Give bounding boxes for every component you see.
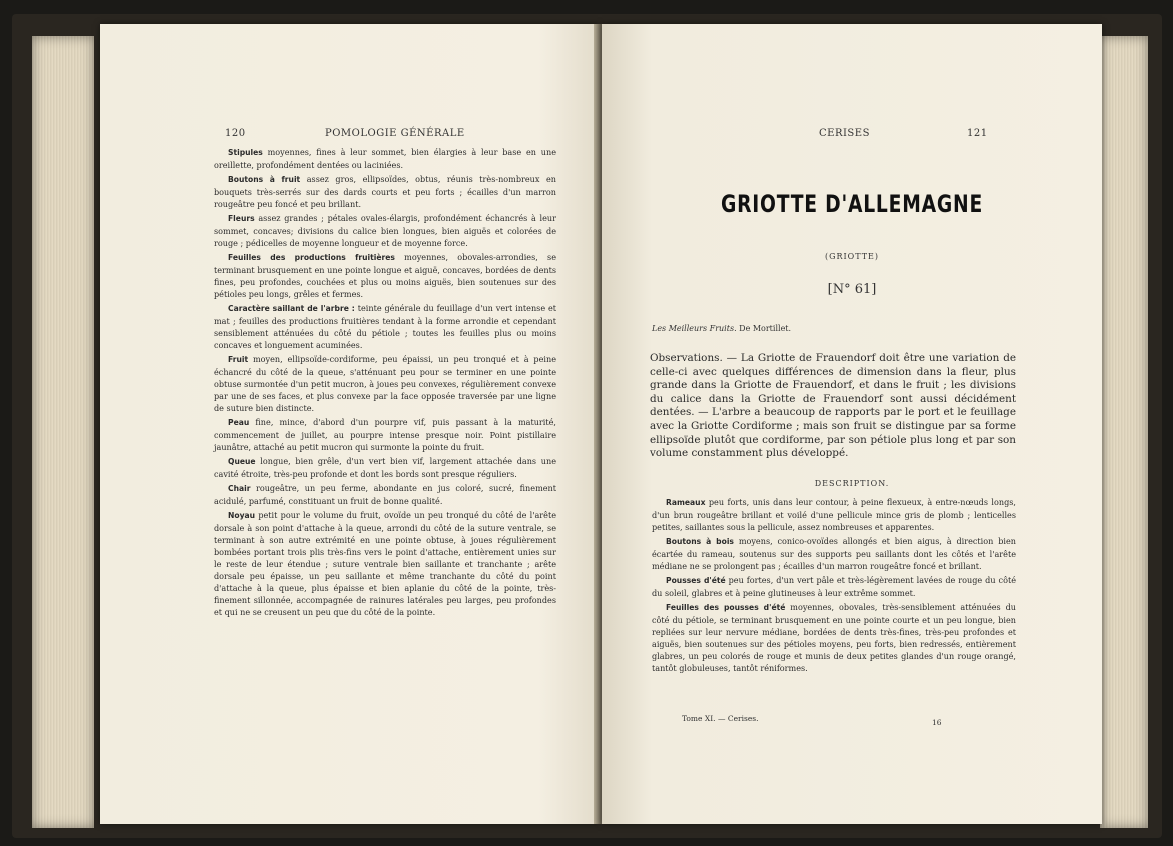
paragraph — [214, 353, 556, 414]
paragraph — [214, 173, 556, 210]
page-edges-left — [32, 36, 94, 828]
left-page-header: POMOLOGIE GÉNÉRALE — [325, 128, 465, 139]
paragraph-text: peu forts, unis dans leur contour, à peine flexueux, à entre-nœuds longs, d'un brun rougeâtre brillant et voilé d'une pellicule mince gris de plomb ; lenticelles petites, saillantes sous la pellicule, assez nombreuses et apparentes. — [652, 497, 1016, 532]
paragraph-text: fine, mince, d'abord d'un pourpre vif, puis passant à la maturité, commencement de juillet, au pourpre intense presque noir. Point pistillaire jaunâtre, attaché au petit mucron qui surmonte la pointe du fruit. — [214, 417, 556, 452]
source-title: Les Meilleurs Fruits. — [652, 324, 737, 333]
right-page-description — [652, 496, 1016, 676]
paragraph-term: Fleurs — [228, 214, 255, 223]
paragraph-term: Feuilles des pousses d'été — [666, 603, 786, 612]
paragraph-term: Chair — [228, 484, 251, 493]
paragraph-term: Rameaux — [666, 498, 706, 507]
paragraph-text: rougeâtre, un peu ferme, abondante en jus coloré, sucré, finement acidulé, parfumé, constituant un fruit de bonne qualité. — [214, 483, 556, 506]
paragraph-text: moyens, conico-ovoïdes allongés et bien aigus, à direction bien écartée du rameau, soutenus sur des supports peu saillants dont les côtés et l'arête médiane ne se prolongent pas ; écailles d'un marron rougeâtre foncé et brillant. — [652, 536, 1016, 571]
source-reference — [652, 324, 791, 333]
footer-volume: Tome XI. — Cerises. — [682, 714, 759, 723]
paragraph-text: moyennes, fines à leur sommet, bien élargies à leur base en une oreillette, profondément dentées ou laciniées. — [214, 147, 556, 170]
paragraph — [214, 509, 556, 618]
paragraph — [214, 302, 556, 351]
page-edges-right — [1100, 36, 1148, 828]
plate-number: [N° 61] — [827, 282, 877, 297]
paragraph-term: Stipules — [228, 148, 263, 157]
paragraph — [652, 574, 1016, 599]
paragraph — [214, 455, 556, 480]
paragraph-text: assez gros, ellipsoïdes, obtus, réunis très-nombreux en bouquets très-serrés sur des dards courts et peu forts ; écailles d'un marron rougeâtre peu foncé et peu brillant. — [214, 174, 556, 209]
paragraph-text: moyen, ellipsoïde-cordiforme, peu épaissi, un peu tronqué et à peine échancré du côté de la queue, s'atténuant peu pour se terminer en une pointe obtuse surmontée d'un petit mucron, à joues peu convexes, régulièrement convexe par une de ses faces, et plus convexe par la face opposée traversée par une ligne de suture bien distincte. — [214, 354, 556, 413]
paragraph — [214, 212, 556, 249]
paragraph-text: teinte générale du feuillage d'un vert intense et mat ; feuilles des productions fruitières tendant à la forme arrondie et cependant sensiblement atténuées du côté du pétiole ; toutes les feuilles plus ou moins concaves et longuement acuminées. — [214, 303, 557, 350]
description-heading: DESCRIPTION. — [814, 479, 890, 488]
right-page-header: CERISES — [819, 128, 870, 139]
paragraph — [652, 535, 1016, 572]
paragraph-text: longue, bien grêle, d'un vert bien vif, largement attachée dans une cavité étroite, très-peu profonde et dont les bords sont presque réguliers. — [214, 456, 556, 479]
paragraph-term: Pousses d'été — [666, 576, 726, 585]
paragraph — [214, 482, 556, 507]
paragraph — [214, 146, 556, 171]
subtitle: (GRIOTTE) — [824, 252, 880, 261]
paragraph-term: Boutons à fruit — [228, 175, 301, 184]
paragraph-term: Feuilles des productions fruitières — [228, 253, 395, 262]
paragraph-term: Noyau — [228, 511, 256, 520]
paragraph-text: assez grandes ; pétales ovales-élargis, profondément échancrés à leur sommet, concaves; divisions du calice bien longues, bien aiguës et colorées de rouge ; pédicelles de moyenne longueur et de moyenne force. — [214, 213, 556, 248]
left-page-body — [214, 146, 556, 620]
book-spread — [12, 14, 1162, 838]
paragraph-term: Queue — [228, 457, 256, 466]
paragraph-term: Fruit — [228, 355, 249, 364]
paragraph-term: Peau — [228, 418, 250, 427]
paragraph-text: peu fortes, d'un vert pâle et très-légèrement lavées de rouge du côté du soleil, glabres et à peine glutineuses à leur extrême sommet. — [652, 575, 1016, 598]
paragraph — [652, 601, 1016, 674]
paragraph-term: Caractère saillant de l'arbre : — [228, 304, 355, 313]
footer-signature: 16 — [932, 718, 942, 727]
left-page-number: 120 — [225, 128, 246, 139]
source-author: De Mortillet. — [739, 324, 792, 333]
observations-paragraph: Observations. — La Griotte de Frauendorf doit être une variation de celle-ci avec quelques différences de dimension dans la fleur, plus grande dans la Griotte de Frauendorf, et dans le fruit ; les divisions du calice dans la Griotte de Frauendorf sont aussi décidément dentées. — L'arbre a beaucoup de rapports par le port et le feuillage avec la Griotte Cordiforme ; mais son fruit se distingue par sa forme ellipsoïde plutôt que cordiforme, par son pétiole plus long et par son volume constamment plus développé. — [650, 352, 1016, 460]
paragraph-text: petit pour le volume du fruit, ovoïde un peu tronqué du côté de l'arête dorsale à son point d'attache à la queue, arrondi du côté de la suture ventrale, se terminant à son autre extrémité en une pointe obtuse, à joues régulièrement bombées portant trois plis très-fins vers le point d'attache, entièrement unies sur le reste de leur étendue ; suture ventrale bien saillante et tranchante ; arête dorsale peu épaisse, un peu saillante et même tranchante du côté du point d'attache à la queue, plus épaisse et bien aplanie du côté de la pointe, très-finement sillonnée, accompagnée de rainures latérales peu larges, peu profondes et qui ne se creusent un peu que du côté de la pointe. — [214, 510, 556, 617]
paragraph-text: moyennes, obovales-arrondies, se terminant brusquement en une pointe longue et aiguë, concaves, bordées de dents fines, peu profondes, couchées et plus ou moins aiguës, bien soutenues sur des pétioles peu longs, grêles et fermes. — [214, 252, 556, 299]
paragraph — [652, 496, 1016, 533]
left-page — [100, 24, 598, 824]
paragraph — [214, 251, 556, 300]
page-title: GRIOTTE D'ALLEMAGNE — [720, 190, 984, 218]
right-page — [602, 24, 1102, 824]
paragraph — [214, 416, 556, 453]
right-page-number: 121 — [967, 128, 988, 139]
paragraph-text: moyennes, obovales, très-sensiblement atténuées du côté du pétiole, se terminant brusquement en une pointe courte et un peu longue, bien repliées sur leur nervure médiane, bordées de dents très-fines, très-peu profondes et aiguës, bien soutenues sur des pétioles moyens, peu forts, bien redressés, entièrement glabres, un peu colorés de rouge et munis de deux petites glandes d'un rouge orangé, tantôt globuleuses, tantôt réniformes. — [652, 602, 1016, 673]
paragraph-term: Boutons à bois — [666, 537, 734, 546]
